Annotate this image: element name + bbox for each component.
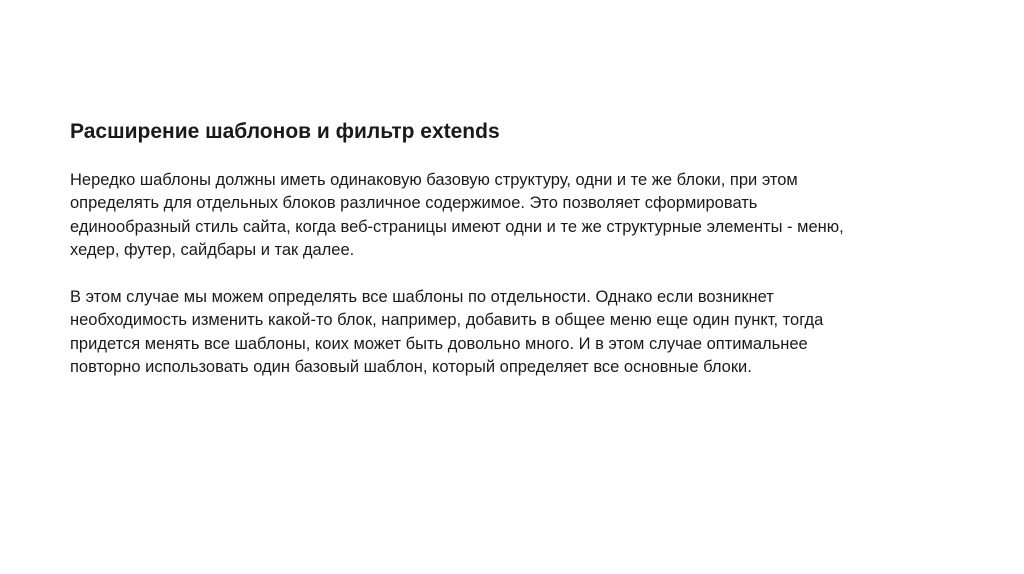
paragraph-line: необходимость изменить какой-то блок, например, добавить в общее меню еще один пункт, тогда xyxy=(70,311,824,330)
paragraph-line: Нередко шаблоны должны иметь одинаковую базовую структуру, одни и те же блоки, при этом xyxy=(70,171,798,189)
paragraph-line: определять для отдельных блоков различное содержимое. Это позволяет сформировать xyxy=(70,194,758,213)
paragraph-line: единообразный стиль сайта, когда веб-страницы имеют одни и те же структурные элементы - меню, xyxy=(70,217,844,236)
slide-title: Расширение шаблонов и фильтр extends xyxy=(70,120,500,143)
paragraph-problem xyxy=(70,286,823,379)
paragraph-line: повторно использовать один базовый шаблон, который определяет все основные блоки. xyxy=(70,357,752,376)
paragraph-line: В этом случае мы можем определять все шаблоны по отдельности. Однако если возникнет xyxy=(70,288,774,306)
paragraph-intro xyxy=(70,169,844,262)
paragraph-line: хедер, футер, сайдбары и так далее. xyxy=(70,240,355,259)
paragraph-line: придется менять все шаблоны, коих может быть довольно много. И в этом случае оптимальнее xyxy=(70,334,808,353)
